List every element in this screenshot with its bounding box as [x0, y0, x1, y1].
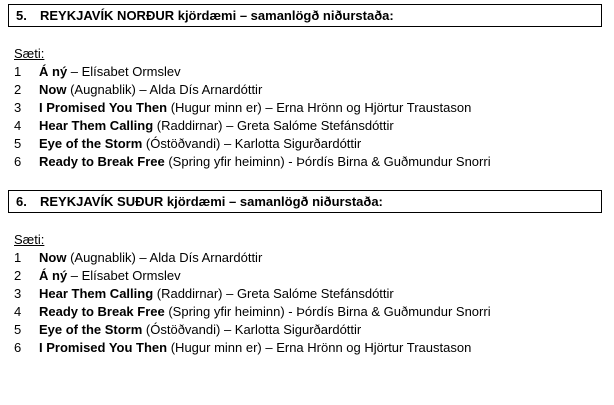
section-title: REYKJAVÍK NORÐUR kjördæmi – samanlögð niðurstaða: — [40, 8, 394, 23]
section-heading — [8, 4, 602, 27]
rank-label-line — [14, 45, 44, 63]
list-item — [0, 267, 614, 285]
song-entry — [39, 321, 361, 339]
song-title: Á ný — [39, 268, 68, 283]
song-entry — [39, 339, 471, 357]
song-entry — [39, 135, 361, 153]
list-item — [0, 249, 614, 267]
song-title: Eye of the Storm — [39, 136, 143, 151]
rank-number: 3 — [14, 286, 22, 301]
song-details: – Elísabet Ormslev — [67, 64, 181, 79]
song-details: (Raddirnar) – Greta Salóme Stefánsdóttir — [153, 286, 394, 301]
rank-number: 2 — [14, 268, 22, 283]
rank-number: 5 — [14, 136, 22, 151]
song-entry — [39, 63, 181, 81]
song-title: Ready to Break Free — [39, 304, 165, 319]
song-title: Á ný — [39, 64, 68, 79]
song-entry — [39, 99, 471, 117]
song-entry — [39, 285, 394, 303]
song-title: I Promised You Then — [39, 100, 168, 115]
rank-label: Sæti: — [14, 46, 45, 61]
rank-number: 5 — [14, 322, 22, 337]
rank-number: 1 — [14, 250, 22, 265]
rank-number: 6 — [14, 340, 22, 355]
list-item — [0, 339, 614, 357]
list-item — [0, 321, 614, 339]
list-item — [0, 63, 614, 81]
rank-number: 4 — [14, 304, 22, 319]
song-details: (Hugur minn er) – Erna Hrönn og Hjörtur Traustason — [167, 340, 472, 355]
list-item — [0, 303, 614, 321]
song-details: – Elísabet Ormslev — [67, 268, 181, 283]
song-title: Now — [39, 250, 67, 265]
song-title: Hear Them Calling — [39, 118, 154, 133]
song-details: (Augnablik) – Alda Dís Arnardóttir — [66, 250, 263, 265]
song-entry — [39, 249, 262, 267]
section-title: REYKJAVÍK SUÐUR kjördæmi – samanlögð niðurstaða: — [40, 194, 383, 209]
song-entry — [39, 267, 181, 285]
song-entry — [39, 153, 491, 171]
song-title: Now — [39, 82, 67, 97]
song-details: (Óstöðvandi) – Karlotta Sigurðardóttir — [142, 322, 362, 337]
song-title: Hear Them Calling — [39, 286, 154, 301]
song-entry — [39, 81, 262, 99]
song-details: (Raddirnar) – Greta Salóme Stefánsdóttir — [153, 118, 394, 133]
song-entry — [39, 303, 491, 321]
section-heading — [8, 190, 602, 213]
results-list — [0, 249, 614, 357]
song-details: (Óstöðvandi) – Karlotta Sigurðardóttir — [142, 136, 362, 151]
list-item — [0, 285, 614, 303]
list-item — [0, 153, 614, 171]
list-item — [0, 135, 614, 153]
song-title: Eye of the Storm — [39, 322, 143, 337]
rank-number: 3 — [14, 100, 22, 115]
song-details: (Hugur minn er) – Erna Hrönn og Hjörtur Traustason — [167, 100, 472, 115]
results-list — [0, 63, 614, 171]
rank-number: 4 — [14, 118, 22, 133]
list-item — [0, 81, 614, 99]
song-details: (Spring yfir heiminn) - Þórdís Birna & Guðmundur Snorri — [164, 154, 491, 169]
song-title: Ready to Break Free — [39, 154, 165, 169]
section-number: 6. — [16, 194, 27, 209]
song-title: I Promised You Then — [39, 340, 168, 355]
rank-number: 6 — [14, 154, 22, 169]
song-details: (Spring yfir heiminn) - Þórdís Birna & Guðmundur Snorri — [164, 304, 491, 319]
rank-label: Sæti: — [14, 232, 45, 247]
section-number: 5. — [16, 8, 27, 23]
song-entry — [39, 117, 394, 135]
list-item — [0, 99, 614, 117]
rank-label-line — [14, 231, 44, 249]
rank-number: 2 — [14, 82, 22, 97]
list-item — [0, 117, 614, 135]
rank-number: 1 — [14, 64, 22, 79]
song-details: (Augnablik) – Alda Dís Arnardóttir — [66, 82, 263, 97]
